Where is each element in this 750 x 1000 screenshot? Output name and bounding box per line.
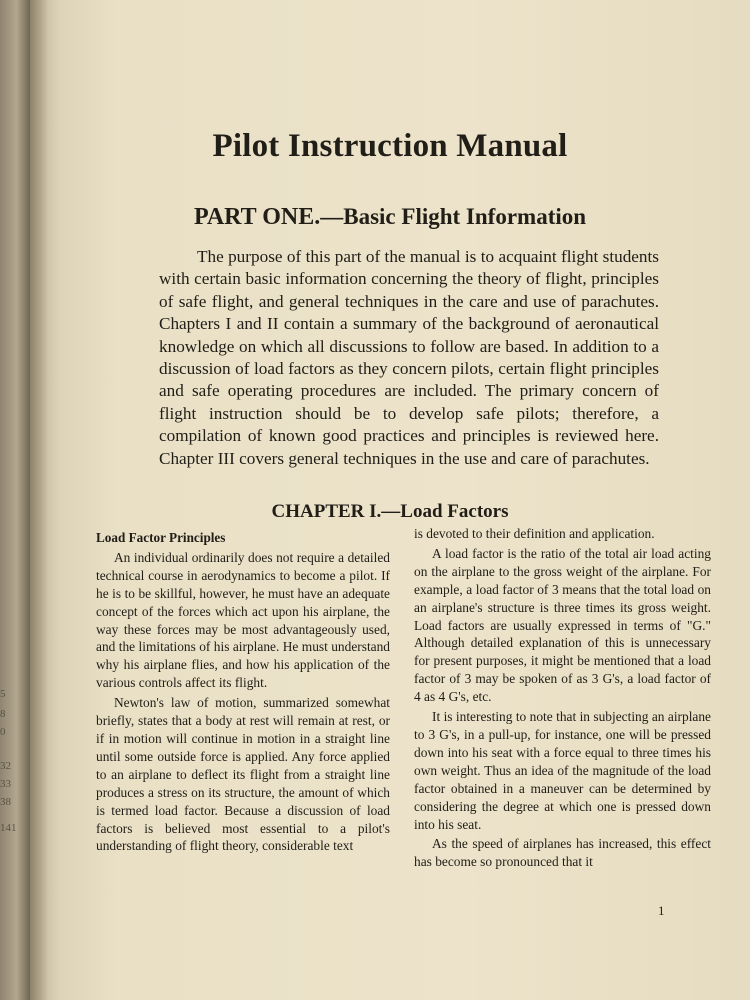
section-heading: Load Factor Principles (96, 530, 226, 545)
paragraph: A load factor is the ratio of the total air load acting on the airplane to the gross weight of the airplane. For example, a load factor of 3 means that the total load on an airplane's structure is three times its gross weight. Load factors are usually expressed in terms of "G." Although detailed explanation of this is unnecessary for present purposes, it might be mentioned that a load factor of 3 may be spoken of as 3 G's, a load factor of 4 as 4 G's, etc. (414, 545, 711, 705)
margin-number: 5 (0, 688, 6, 700)
paragraph: As the speed of airplanes has increased, this effect has become so pronounced that it (414, 836, 711, 870)
intro-paragraph: The purpose of this part of the manual is to acquaint flight students with certain basic information concerning the theory of flight, principles of safe flight, and general techniques in the care and use of parachutes. Chapters I and II contain a summary of the background of aeronautical knowledge on which all discussions to follow are based. In addition to a discussion of load factors as they concern pilots, certain flight principles and safe operating procedures are included. The primary concern of flight instruction should be to develop safe pilots; therefore, a compilation of known good practices and principles is reviewed here. Chapter III covers general techniques in the use and care of parachutes. (159, 247, 659, 468)
margin-number: 32 (0, 760, 11, 772)
part-title (30, 204, 750, 231)
chapter-title: CHAPTER I.—Load Factors (271, 501, 509, 522)
margin-number: 0 (0, 726, 6, 738)
margin-number: 38 (0, 796, 11, 808)
paragraph: Newton's law of motion, summarized somewhat briefly, states that a body at rest will remain at rest, or if in motion will continue in motion in a straight line until some outside force is applied. Any force applied to an airplane to deflect its flight from a straight line produces a stress on its structure, the amount of which is termed load factor. Because a discussion of load factors is believed most essential to a pilot's understanding of flight theory, considerable text (96, 695, 390, 854)
page-number: 1 (658, 903, 665, 918)
previous-page-edge (0, 0, 30, 1000)
paragraph-continuation: is devoted to their definition and application. (414, 526, 655, 541)
manual-title: Pilot Instruction Manual (212, 128, 568, 164)
right-column (414, 525, 711, 873)
margin-number: 141 (0, 822, 17, 834)
paragraph: An individual ordinarily does not require a detailed technical course in aerodynamics to become a pilot. If he is to be skillful, however, he must have an adequate concept of the forces which act upon his airplane, the way these forces may be most advantageously used, and the limitations of his airplane. He must understand why his airplane flies, and how his application of the various controls affect its flight. (96, 549, 390, 691)
part-title-lead: PART ONE. (193, 204, 321, 230)
margin-number: 8 (0, 708, 6, 720)
margin-number: 33 (0, 778, 11, 790)
paragraph: It is interesting to note that in subjecting an airplane to 3 G's, in a pull-up, for instance, one will be pressed down into his seat with a force equal to three times his own weight. Thus an idea of the magnitude of the load factor obtained in a maneuver can be determined by considering the degree at which one is pressed down into his seat. (414, 709, 711, 832)
book-page (30, 0, 750, 1000)
part-title-rest: —Basic Flight Information (320, 204, 587, 229)
left-column (96, 529, 390, 857)
